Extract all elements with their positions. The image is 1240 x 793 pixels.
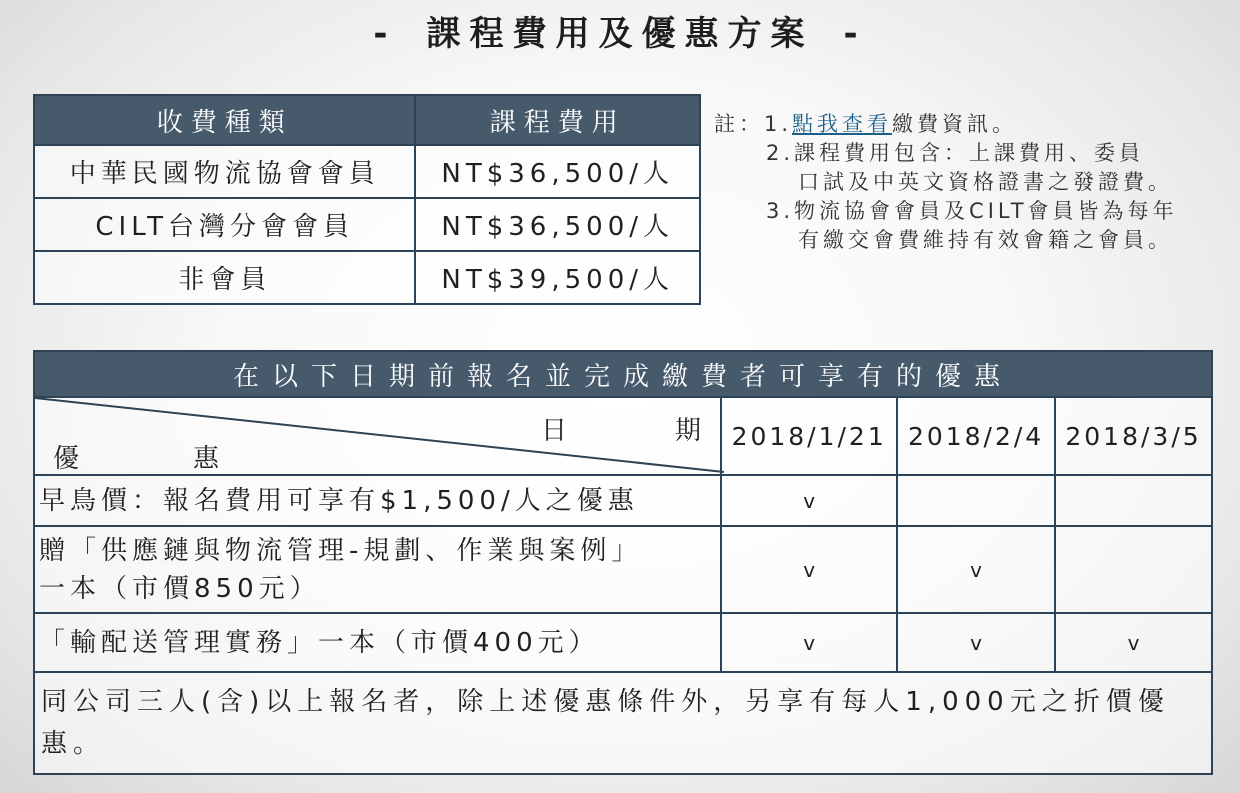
note-line-1 (714, 110, 1234, 139)
title-dash-left: - (373, 14, 397, 54)
discount-mark: v (897, 526, 1055, 613)
discount-mark (897, 475, 1055, 526)
note-line-2: 2.課程費用包含：上課費用、委員 (766, 141, 1145, 165)
discount-table (33, 350, 1213, 775)
discount-mark: v (1055, 613, 1212, 672)
corner-discount-label: 優 (53, 444, 85, 474)
discount-item-text: 一本（市價850元） (39, 573, 321, 604)
note-line-4: 3.物流協會會員及CILT會員皆為每年 (766, 199, 1178, 223)
discount-item-text: 早鳥價：報名費用可享有$1,500/人之優惠 (39, 485, 639, 516)
corner-date-label: 期 (675, 416, 707, 446)
deadline-date: 2018/2/4 (897, 397, 1055, 475)
fee-table (33, 94, 701, 305)
corner-discount-label: 惠 (193, 444, 225, 474)
discount-row (34, 526, 1212, 613)
fee-header-type: 收費種類 (34, 95, 415, 145)
fee-row (34, 198, 700, 251)
title-text: 課程費用及優惠方案 (426, 14, 814, 54)
group-discount-note: 同公司三人(含)以上報名者，除上述優惠條件外，另享有每人1,000元之折價優惠。 (34, 672, 1212, 774)
discount-mark: v (721, 526, 897, 613)
discount-mark: v (721, 613, 897, 672)
fee-type: 中華民國物流協會會員 (34, 145, 415, 198)
discount-band-title: 在以下日期前報名並完成繳費者可享有的優惠 (34, 351, 1212, 397)
discount-item-text: 「輸配送管理實務」一本（市價400元） (39, 627, 600, 658)
discount-item (34, 526, 721, 613)
fee-type: CILT台灣分會會員 (34, 198, 415, 251)
fee-table-header (34, 95, 700, 145)
fee-price: NT$36,500/人 (415, 145, 700, 198)
fee-header-price: 課程費用 (415, 95, 700, 145)
note-line-3: 口試及中英文資格證書之發證費。 (798, 170, 1173, 194)
deadline-date: 2018/3/5 (1055, 397, 1212, 475)
note-line-5: 有繳交會費維持有效會籍之會員。 (798, 228, 1173, 252)
fee-row (34, 251, 700, 304)
discount-mark (1055, 526, 1212, 613)
page-title (0, 14, 1240, 55)
discount-row (34, 475, 1212, 526)
deadline-date: 2018/1/21 (721, 397, 897, 475)
discount-mark (1055, 475, 1212, 526)
discount-item (34, 475, 721, 526)
note-line1-rest: 繳費資訊。 (892, 112, 1018, 136)
discount-item-text: 贈「供應鏈與物流管理-規劃、作業與案例」 (39, 535, 643, 566)
discount-mark: v (721, 475, 897, 526)
fee-row (34, 145, 700, 198)
payment-info-link[interactable]: 點我查看 (792, 112, 893, 136)
fee-price: NT$36,500/人 (415, 198, 700, 251)
corner-date-label: 日 (541, 416, 573, 446)
fee-type: 非會員 (34, 251, 415, 304)
fee-price: NT$39,500/人 (415, 251, 700, 304)
corner-diagonal (35, 398, 724, 474)
discount-row (34, 613, 1212, 672)
corner-header-cell (34, 397, 721, 475)
discount-item (34, 613, 721, 672)
title-dash-right: - (843, 14, 867, 54)
notes (714, 110, 1234, 255)
discount-mark: v (897, 613, 1055, 672)
note-prefix: 註：1. (714, 112, 793, 136)
